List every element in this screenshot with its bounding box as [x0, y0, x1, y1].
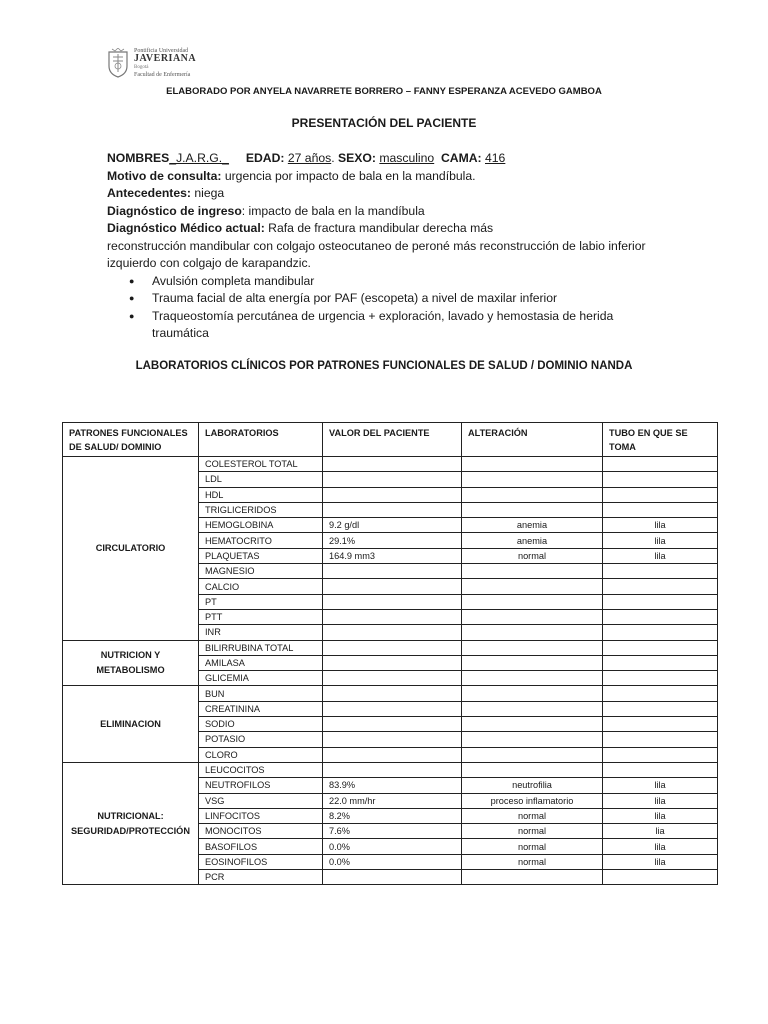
lab-cell: LINFOCITOS — [199, 808, 323, 823]
alteracion-cell — [462, 747, 603, 762]
lab-cell: TRIGLICERIDOS — [199, 502, 323, 517]
nombres-label: NOMBRES — [107, 151, 170, 165]
motivo-line — [107, 168, 647, 186]
table-row — [63, 457, 718, 472]
valor-cell — [323, 640, 462, 655]
lab-cell: HEMATOCRITO — [199, 533, 323, 548]
lab-cell: BASOFILOS — [199, 839, 323, 854]
valor-cell: 9.2 g/dl — [323, 518, 462, 533]
tubo-cell — [603, 686, 718, 701]
table-row — [63, 640, 718, 655]
valor-cell: 164.9 mm3 — [323, 548, 462, 563]
alteracion-cell — [462, 625, 603, 640]
header-laboratorios: LABORATORIOS — [199, 423, 323, 457]
lab-cell: SODIO — [199, 717, 323, 732]
pattern-cell: CIRCULATORIO — [63, 457, 199, 641]
list-item: ● Trauma facial de alta energía por PAF (escopeta) a nivel de maxilar inferior — [152, 290, 647, 308]
logo-line-1: Pontificia Universidad — [134, 48, 189, 54]
tubo-cell — [603, 609, 718, 624]
list-item: ● Avulsión completa mandibular — [152, 273, 647, 291]
diag-actual-value: Rafa de fractura mandibular derecha más — [264, 221, 494, 235]
diag-ingreso-label: Diagnóstico de ingreso — [107, 203, 242, 218]
alteracion-cell — [462, 870, 603, 885]
alteracion-cell — [462, 594, 603, 609]
table-header-row — [63, 423, 718, 457]
lab-cell: HEMOGLOBINA — [199, 518, 323, 533]
valor-cell — [323, 502, 462, 517]
lab-cell: CLORO — [199, 747, 323, 762]
pattern-cell: ELIMINACION — [63, 686, 199, 762]
alteracion-cell — [462, 686, 603, 701]
tubo-cell: lila — [603, 793, 718, 808]
valor-cell — [323, 472, 462, 487]
valor-cell — [323, 609, 462, 624]
tubo-cell — [603, 732, 718, 747]
tubo-cell: lila — [603, 778, 718, 793]
table-row — [63, 762, 718, 777]
university-logo — [107, 48, 196, 78]
tubo-cell: lila — [603, 854, 718, 869]
valor-cell — [323, 747, 462, 762]
alteracion-cell — [462, 487, 603, 502]
header-alteracion: ALTERACIÓN — [462, 423, 603, 457]
header-tubo: TUBO EN QUE SE TOMA — [603, 423, 718, 457]
lab-cell: MONOCITOS — [199, 824, 323, 839]
motivo-value: urgencia por impacto de bala en la mandíbula. — [221, 168, 476, 183]
valor-cell — [323, 732, 462, 747]
edad-label: EDAD — [245, 151, 281, 165]
lab-cell: EOSINOFILOS — [199, 854, 323, 869]
valor-cell — [323, 625, 462, 640]
alteracion-cell: normal — [462, 824, 603, 839]
valor-cell — [323, 701, 462, 716]
alteracion-cell — [462, 732, 603, 747]
patient-id-line: NOMBRES_J.A.R.G._ EDAD: 27 años. SEXO: masculino CAMA: 416 — [107, 151, 506, 165]
antecedentes-line — [107, 185, 647, 203]
tubo-cell — [603, 671, 718, 686]
valor-cell: 0.0% — [323, 839, 462, 854]
diag-ingreso-value: : impacto de bala en la mandíbula — [241, 203, 425, 218]
alteracion-cell — [462, 717, 603, 732]
section-title: LABORATORIOS CLÍNICOS POR PATRONES FUNCIONALES DE SALUD / DOMINIO NANDA — [135, 360, 633, 372]
diagnosis-list — [107, 273, 647, 343]
alteracion-cell — [462, 655, 603, 670]
alteracion-cell — [462, 502, 603, 517]
valor-cell: 83.9% — [323, 778, 462, 793]
lab-cell: PTT — [199, 609, 323, 624]
alteracion-cell: normal — [462, 808, 603, 823]
valor-cell — [323, 487, 462, 502]
alteracion-cell — [462, 457, 603, 472]
alteracion-cell — [462, 579, 603, 594]
valor-cell — [323, 686, 462, 701]
lab-cell: PCR — [199, 870, 323, 885]
diag-ingreso-line — [107, 203, 647, 221]
lab-cell: PT — [199, 594, 323, 609]
lab-cell: LEUCOCITOS — [199, 762, 323, 777]
labs-table — [62, 422, 718, 885]
authors-line: ELABORADO POR ANYELA NAVARRETE BORRERO – FANNY ESPERANZA ACEVEDO GAMBOA — [166, 86, 602, 97]
motivo-label: Motivo de consulta: — [107, 168, 222, 183]
alteracion-cell — [462, 609, 603, 624]
list-item: ● Traqueostomía percutánea de urgencia + exploración, lavado y hemostasia de herida traumática — [152, 308, 647, 343]
valor-cell — [323, 579, 462, 594]
crest-icon — [107, 48, 129, 78]
alteracion-cell: anemia — [462, 533, 603, 548]
valor-cell — [323, 655, 462, 670]
lab-cell: AMILASA — [199, 655, 323, 670]
nombres-value: _J.A.R.G._ — [169, 151, 229, 165]
alteracion-cell: normal — [462, 839, 603, 854]
alteracion-cell — [462, 564, 603, 579]
tubo-cell: lia — [603, 824, 718, 839]
diag-actual-line — [107, 220, 647, 238]
antecedentes-value: niega — [190, 186, 225, 200]
lab-cell: BILIRRUBINA TOTAL — [199, 640, 323, 655]
valor-cell: 22.0 mm/hr — [323, 793, 462, 808]
tubo-cell — [603, 701, 718, 716]
valor-cell — [323, 671, 462, 686]
lab-cell: VSG — [199, 793, 323, 808]
lab-cell: LDL — [199, 472, 323, 487]
alteracion-cell: normal — [462, 854, 603, 869]
lab-cell: COLESTEROL TOTAL — [199, 457, 323, 472]
tubo-cell — [603, 472, 718, 487]
patient-info — [107, 150, 647, 343]
tubo-cell — [603, 762, 718, 777]
tubo-cell: lila — [603, 808, 718, 823]
pattern-cell: NUTRICION Y METABOLISMO — [63, 640, 199, 686]
valor-cell — [323, 594, 462, 609]
valor-cell — [323, 564, 462, 579]
tubo-cell — [603, 564, 718, 579]
header-valor: VALOR DEL PACIENTE — [323, 423, 462, 457]
valor-cell — [323, 870, 462, 885]
logo-line-2: JAVERIANA — [134, 53, 197, 65]
lab-cell: HDL — [199, 487, 323, 502]
valor-cell: 7.6% — [323, 824, 462, 839]
tubo-cell: lila — [603, 839, 718, 854]
valor-cell — [323, 762, 462, 777]
alteracion-cell — [462, 640, 603, 655]
lab-cell: POTASIO — [199, 732, 323, 747]
lab-cell: PLAQUETAS — [199, 548, 323, 563]
tubo-cell — [603, 594, 718, 609]
lab-cell: BUN — [199, 686, 323, 701]
header-patrones: PATRONES FUNCIONALES DE SALUD/ DOMINIO — [63, 423, 199, 457]
cama-value: 416 — [485, 151, 506, 165]
logo-line-4: Facultad de Enfermería — [134, 72, 191, 79]
tubo-cell — [603, 457, 718, 472]
lab-cell: CALCIO — [199, 579, 323, 594]
alteracion-cell — [462, 671, 603, 686]
table-row — [63, 686, 718, 701]
alteracion-cell — [462, 762, 603, 777]
cama-label: CAMA — [440, 151, 478, 165]
alteracion-cell: normal — [462, 548, 603, 563]
tubo-cell — [603, 487, 718, 502]
lab-cell: CREATININA — [199, 701, 323, 716]
diag-actual-cont: reconstrucción mandibular con colgajo osteocutaneo de peroné más reconstrucción de labio inferior izquierdo con colgajo de karapandzic. — [107, 238, 646, 270]
tubo-cell — [603, 502, 718, 517]
valor-cell: 8.2% — [323, 808, 462, 823]
alteracion-cell — [462, 701, 603, 716]
labs-table-body — [63, 457, 718, 885]
sexo-value: masculino — [379, 151, 435, 165]
lab-cell: NEUTROFILOS — [199, 778, 323, 793]
valor-cell: 29.1% — [323, 533, 462, 548]
pattern-cell: NUTRICIONAL: SEGURIDAD/PROTECCIÓN — [63, 762, 199, 884]
tubo-cell — [603, 579, 718, 594]
tubo-cell: lila — [603, 518, 718, 533]
diag-actual-label: Diagnóstico Médico actual: — [107, 221, 265, 235]
sexo-label: SEXO — [338, 151, 372, 165]
alteracion-cell: neutrofilia — [462, 778, 603, 793]
valor-cell — [323, 717, 462, 732]
tubo-cell: lila — [603, 533, 718, 548]
tubo-cell — [603, 717, 718, 732]
tubo-cell — [603, 655, 718, 670]
tubo-cell — [603, 747, 718, 762]
lab-cell: MAGNESIO — [199, 564, 323, 579]
tubo-cell — [603, 870, 718, 885]
tubo-cell — [603, 625, 718, 640]
lab-cell: INR — [199, 625, 323, 640]
tubo-cell — [603, 640, 718, 655]
valor-cell: 0.0% — [323, 854, 462, 869]
page-title: PRESENTACIÓN DEL PACIENTE — [291, 116, 477, 130]
alteracion-cell: anemia — [462, 518, 603, 533]
edad-value: 27 años — [287, 151, 332, 165]
logo-line-3: Bogotá — [134, 64, 149, 70]
tubo-cell: lila — [603, 548, 718, 563]
alteracion-cell — [462, 472, 603, 487]
antecedentes-label: Antecedentes: — [107, 186, 191, 200]
lab-cell: GLICEMIA — [199, 671, 323, 686]
alteracion-cell: proceso inflamatorio — [462, 793, 603, 808]
valor-cell — [323, 457, 462, 472]
